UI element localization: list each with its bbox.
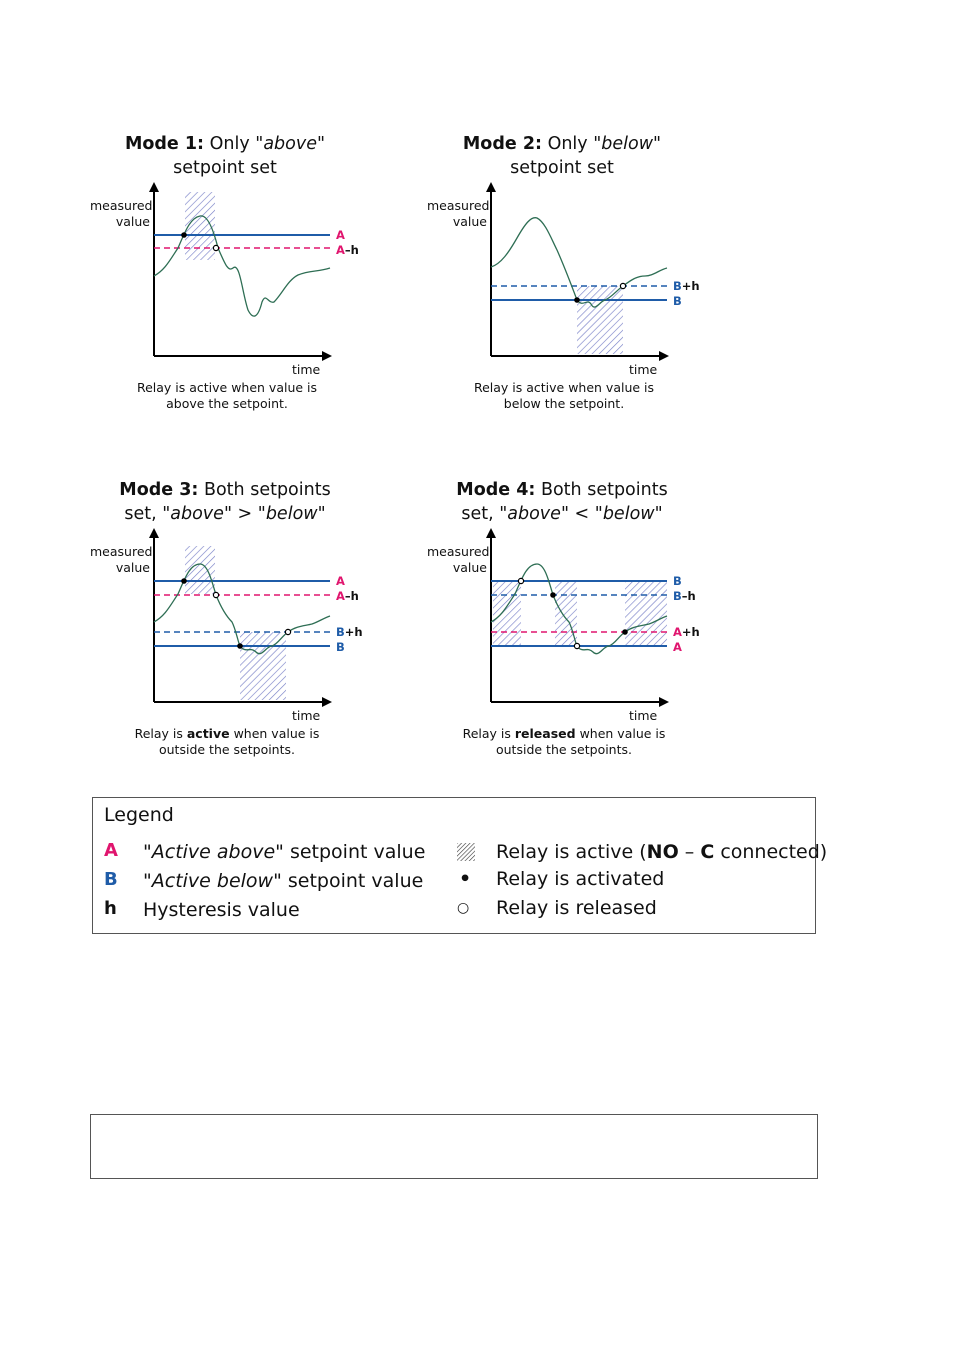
legend-text-released: Relay is released — [496, 897, 657, 919]
mode-2-plot — [427, 172, 727, 372]
mode-4-caption: Relay is released when value is outside the setpoints. — [462, 726, 666, 757]
measured-curve — [154, 216, 330, 316]
activated-point — [237, 643, 243, 649]
mode-3-title: Mode 3: Both setpoints set, "above" > "below" — [119, 480, 331, 524]
legend-text-active: Relay is active (NO – C connected) — [496, 841, 828, 863]
x-axis-arrow — [322, 697, 332, 707]
legend-text-a: "Active above" setpoint value — [143, 841, 426, 863]
mode-4-title: Mode 4: Both setpoints set, "above" < "below" — [456, 480, 668, 524]
y-axis-label: measured value — [427, 544, 490, 575]
active-region-3 — [625, 581, 667, 646]
label-a-plus-h: A+h — [673, 625, 700, 639]
legend-text-activated: Relay is activated — [496, 868, 665, 890]
label-b: B — [336, 640, 345, 654]
y-axis-arrow — [149, 182, 159, 192]
mode-2-panel — [427, 132, 767, 432]
mode-1-plot — [90, 172, 390, 372]
legend-key-b: B — [104, 869, 118, 890]
legend-text-b: "Active below" setpoint value — [143, 870, 424, 892]
x-axis-label: time — [292, 362, 321, 377]
mode-3-plot — [90, 518, 390, 718]
activated-point — [550, 592, 556, 598]
released-point — [213, 245, 218, 250]
released-point — [285, 629, 290, 634]
label-a: A — [673, 640, 682, 654]
mode-4-panel — [427, 478, 767, 778]
x-axis-label: time — [629, 708, 658, 723]
legend-title: Legend — [104, 804, 174, 826]
label-a: A — [336, 574, 345, 588]
mode-1-title: Mode 1: Only "above" setpoint set — [124, 134, 326, 178]
empty-note-box — [90, 1114, 818, 1179]
label-a-minus-h: A–h — [336, 589, 359, 603]
y-axis-arrow — [486, 182, 496, 192]
hatch-swatch-icon — [457, 843, 475, 861]
y-axis-arrow — [149, 528, 159, 538]
released-point — [213, 592, 218, 597]
y-axis-label: measured value — [90, 198, 153, 229]
mode-2-title: Mode 2: Only "below" setpoint set — [462, 134, 662, 178]
label-a: A — [336, 228, 345, 242]
y-axis-label: measured value — [427, 198, 490, 229]
activated-point — [622, 629, 628, 635]
activated-point — [574, 297, 580, 303]
x-axis-label: time — [629, 362, 658, 377]
x-axis-label: time — [292, 708, 321, 723]
x-axis-arrow — [322, 351, 332, 361]
y-axis-label: measured value — [90, 544, 153, 575]
label-b: B — [673, 574, 682, 588]
mode-4-plot — [427, 518, 727, 718]
label-b-plus-h: B+h — [336, 625, 363, 639]
label-b: B — [673, 294, 682, 308]
legend-key-h: h — [104, 898, 117, 919]
legend-key-a: A — [104, 840, 118, 861]
mode-3-caption: Relay is active when value is outside the setpoints. — [134, 726, 320, 757]
x-axis-arrow — [659, 697, 669, 707]
legend-box — [92, 797, 828, 934]
released-point — [518, 578, 523, 583]
released-point — [574, 643, 579, 648]
label-b-minus-h: B–h — [673, 589, 696, 603]
mode-1-caption: Relay is active when value is above the setpoint. — [136, 380, 318, 411]
released-point — [620, 283, 625, 288]
y-axis-arrow — [486, 528, 496, 538]
active-region-low — [240, 632, 286, 700]
active-region — [577, 286, 623, 354]
open-dot-icon: ○ — [457, 900, 470, 916]
activated-point — [181, 578, 187, 584]
label-a-minus-h: A–h — [336, 243, 359, 257]
mode-1-panel — [90, 132, 430, 432]
label-b-plus-h: B+h — [673, 279, 700, 293]
mode-2-caption: Relay is active when value is below the setpoint. — [473, 380, 655, 411]
activated-point — [181, 232, 187, 238]
mode-3-panel — [90, 478, 430, 778]
filled-dot-icon: • — [459, 868, 472, 890]
x-axis-arrow — [659, 351, 669, 361]
legend-text-h: Hysteresis value — [143, 899, 300, 921]
